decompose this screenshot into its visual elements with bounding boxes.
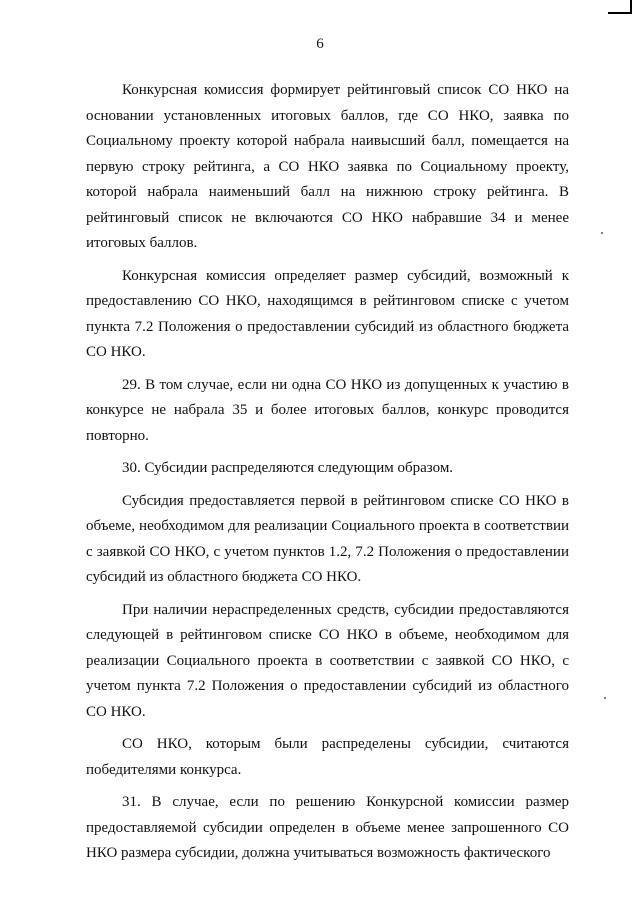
paragraph-item-29: 29. В том случае, если ни одна СО НКО из допущенных к участию в конкурсе не набрала 35 и более итоговых баллов, конкурс проводится повторно.: [86, 376, 569, 444]
paragraph-rating-list: Конкурсная комиссия формирует рейтинговый список СО НКО на основании установленных итоговых баллов, где СО НКО, заявка по Социальному проекту которой набрала наивысший балл, помещается на первую строку рейтинга, а СО НКО заявка по Социальному проекту, которой набрала наименьший балл на нижнюю строку рейтинга. В рейтинговый список не включаются СО НКО набравшие 34 и менее итоговых баллов.: [86, 82, 569, 251]
paragraph-item-31: 31. В случае, если по решению Конкурсной комиссии размер предоставляемой субсидии определен в объеме менее запрошенного СО НКО размера субсидии, должна учитываться возможность фактического: [86, 794, 569, 861]
scan-speck: [604, 697, 606, 699]
paragraph-first-subsidy: Субсидия предоставляется первой в рейтинговом списке СО НКО в объеме, необходимом для реализации Социального проекта в соответствии с заявкой СО НКО, с учетом пунктов 1.2, 7.2 Положения о предоставлении субсидий из областного бюджета СО НКО.: [86, 492, 569, 585]
scan-speck: [601, 232, 603, 234]
paragraph-winners: СО НКО, которым были распределены субсидии, считаются победителями конкурса.: [86, 736, 569, 778]
scan-corner-mark: [608, 0, 632, 14]
document-body: [86, 78, 569, 874]
paragraph-item-30: 30. Субсидии распределяются следующим образом.: [122, 460, 454, 476]
paragraph-subsidy-size: Конкурсная комиссия определяет размер субсидий, возможный к предоставлению СО НКО, находящимся в рейтинговом списке с учетом пункта 7.2 Положения о предоставлении субсидий из областного бюджета СО НКО.: [86, 267, 569, 360]
page-number: 6: [316, 36, 324, 52]
paragraph-remaining-funds: При наличии нераспределенных средств, субсидии предоставляются следующей в рейтинговом списке СО НКО в объеме, необходимом для реализации Социального проекта в соответствии с заявкой СО НКО, с учетом пункта 7.2 Положения о предоставлении субсидий из областного СО НКО.: [86, 601, 569, 720]
